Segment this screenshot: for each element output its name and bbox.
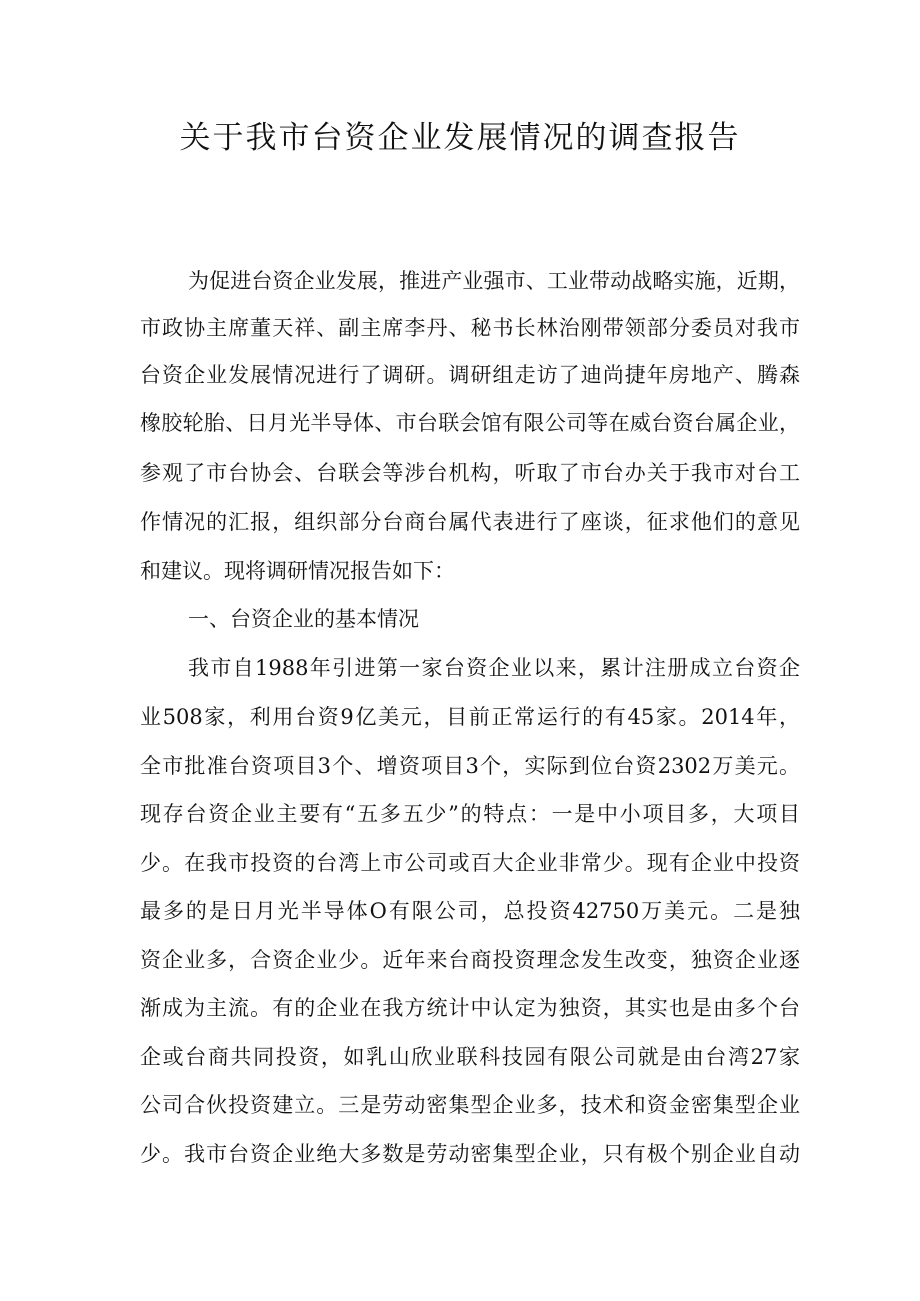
paragraph-line: 业508家，利用台资9亿美元，目前正常运行的有45家。2014年， [140, 705, 800, 729]
paragraph-line: 为促进台资企业发展，推进产业强市、工业带动战略实施，近期， [188, 269, 800, 293]
paragraph-line: 资企业多，合资企业少。近年来台商投资理念发生改变，独资企业逐 [140, 948, 800, 972]
section-heading: 一、台资企业的基本情况 [188, 607, 419, 631]
paragraph-line: 少。在我市投资的台湾上市公司或百大企业非常少。现有企业中投资 [140, 851, 800, 875]
paragraph-line: 台资企业发展情况进行了调研。调研组走访了迪尚捷年房地产、腾森 [140, 363, 800, 387]
paragraph-line: 作情况的汇报，组织部分台商台属代表进行了座谈，征求他们的意见 [140, 510, 800, 534]
paragraph-line: 我市自1988年引进第一家台资企业以来，累计注册成立台资企 [188, 656, 800, 680]
paragraph-line: 橡胶轮胎、日月光半导体、市台联会馆有限公司等在威台资台属企业， [140, 411, 800, 435]
paragraph-line: 企或台商共同投资，如乳山欣业联科技园有限公司就是由台湾27家 [140, 1045, 800, 1069]
paragraph-line: 最多的是日月光半导体O有限公司，总投资42750万美元。二是独 [140, 899, 800, 923]
paragraph-line: 公司合伙投资建立。三是劳动密集型企业多，技术和资金密集型企业 [140, 1093, 800, 1117]
paragraph-line: 渐成为主流。有的企业在我方统计中认定为独资，其实也是由多个台 [140, 996, 800, 1020]
document-title: 关于我市台资企业发展情况的调查报告 [179, 120, 741, 156]
paragraph-line: 参观了市台协会、台联会等涉台机构，听取了市台办关于我市对台工 [140, 461, 800, 485]
paragraph-line: 市政协主席董天祥、副主席李丹、秘书长林治刚带领部分委员对我市 [140, 316, 800, 340]
paragraph-line: 现存台资企业主要有“五多五少”的特点：一是中小项目多，大项目 [140, 802, 800, 826]
paragraph-line: 少。我市台资企业绝大多数是劳动密集型企业，只有极个别企业自动 [140, 1142, 800, 1166]
paragraph-line: 全市批准台资项目3个、增资项目3个，实际到位台资2302万美元。 [140, 754, 800, 778]
paragraph-line: 和建议。现将调研情况报告如下： [140, 559, 455, 583]
